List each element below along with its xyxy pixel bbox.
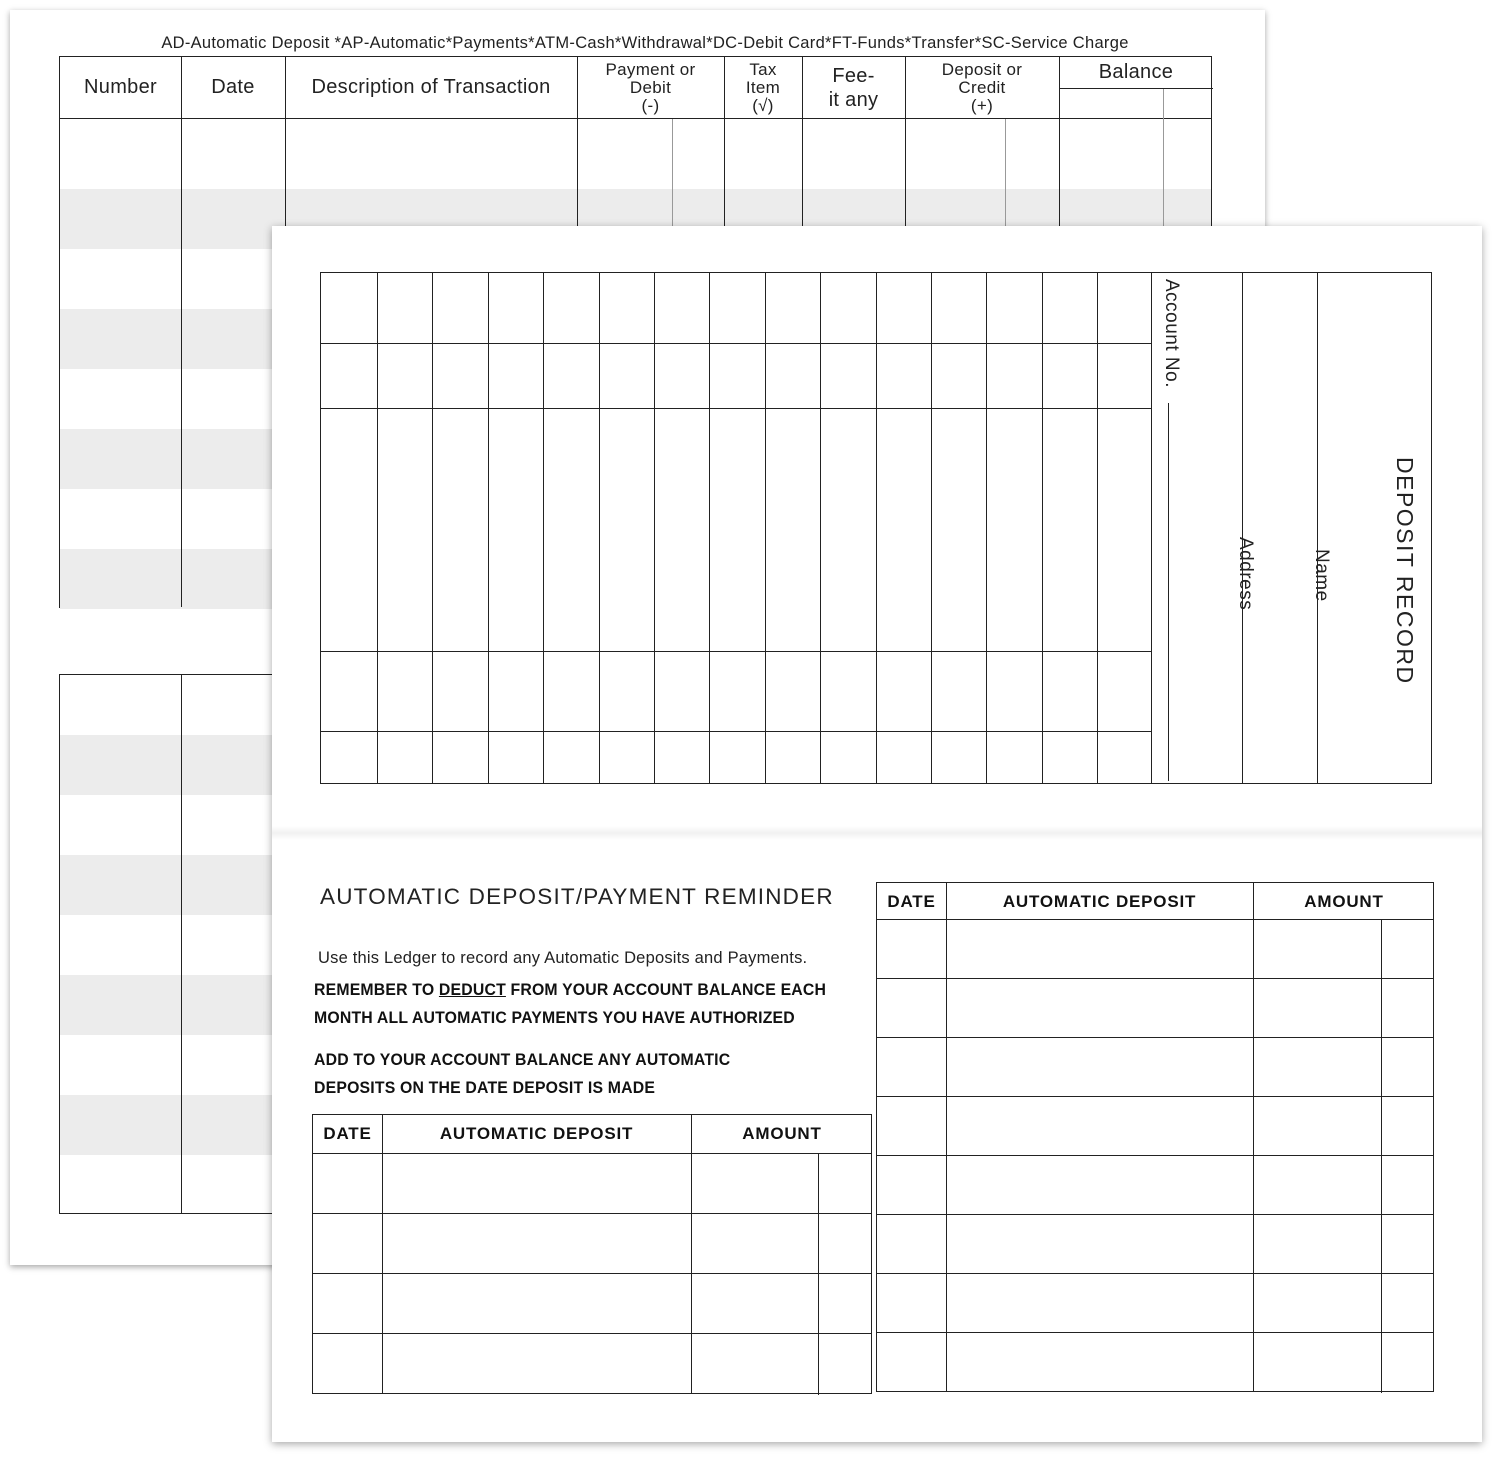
date-header: DATE <box>887 892 936 911</box>
table-row-line <box>313 1333 871 1334</box>
name-label: Name <box>1311 549 1332 602</box>
table-row-line <box>877 978 1433 979</box>
column-divider <box>181 675 182 1213</box>
grid-column-line <box>432 273 433 783</box>
account-number-line <box>1168 403 1169 781</box>
grid-row-line <box>321 731 1151 732</box>
grid-column-line <box>709 273 710 783</box>
grid-row-line <box>321 408 1151 409</box>
column-tax-item: Tax Item (√) <box>745 59 781 115</box>
table-row-line <box>877 1037 1433 1038</box>
table-row-line <box>313 1273 871 1274</box>
page-fold <box>272 826 1482 840</box>
grid-column-line <box>377 273 378 783</box>
cents-divider <box>818 1153 819 1395</box>
grid-column-line <box>765 273 766 783</box>
grid-column-line <box>543 273 544 783</box>
deposit-grid <box>320 272 1152 784</box>
automatic-deposit-header: AUTOMATIC DEPOSIT <box>1002 892 1197 911</box>
grid-row-line <box>321 343 1151 344</box>
column-divider <box>181 57 182 607</box>
address-label: Address <box>1235 537 1256 611</box>
cents-divider <box>1381 919 1382 1393</box>
column-description: Description of Transaction <box>311 76 551 98</box>
automatic-deposit-header: AUTOMATIC DEPOSIT <box>439 1124 634 1143</box>
deposit-record-title: DEPOSIT RECORD <box>1392 457 1418 685</box>
automatic-deposit-table-right <box>876 882 1434 1392</box>
reminder-intro: Use this Ledger to record any Automatic Deposits and Payments. <box>318 949 808 967</box>
date-header: DATE <box>323 1124 372 1143</box>
column-payment-debit: Payment or Debit (-) <box>605 59 696 115</box>
table-column-line <box>1253 883 1254 1391</box>
grid-column-line <box>876 273 877 783</box>
table-row-line <box>313 1153 871 1154</box>
amount-header: AMOUNT <box>1304 892 1384 911</box>
table-row-line <box>877 1273 1433 1274</box>
deduct-instruction: REMEMBER TO DEDUCT FROM YOUR ACCOUNT BALANCE EACH MONTH ALL AUTOMATIC PAYMENTS YOU HAVE AUTHORIZED <box>314 980 827 1027</box>
table-column-line <box>946 883 947 1391</box>
grid-column-line <box>931 273 932 783</box>
column-date: Date <box>211 76 255 98</box>
abbreviation-legend: AD-Automatic Deposit *AP-Automatic*Payments*ATM-Cash*Withdrawal*DC-Debit Card*FT-Funds*Transfer*SC-Service Charge <box>161 34 1129 52</box>
column-deposit-credit: Deposit or Credit (+) <box>941 59 1023 115</box>
grid-column-line <box>654 273 655 783</box>
automatic-deposit-table-left <box>312 1114 872 1394</box>
amount-header: AMOUNT <box>742 1124 822 1143</box>
deposit-record-header-panel <box>1152 272 1432 784</box>
column-fee: Fee- it any <box>828 64 879 111</box>
panel-divider <box>1242 273 1243 783</box>
table-row-line <box>877 919 1433 920</box>
column-number: Number <box>84 76 157 98</box>
panel-divider <box>1317 273 1318 783</box>
table-row-line <box>877 1214 1433 1215</box>
grid-column-line <box>599 273 600 783</box>
table-row-line <box>877 1155 1433 1156</box>
deposit-record-page <box>272 226 1482 1442</box>
grid-row-line <box>321 651 1151 652</box>
table-row-line <box>313 1213 871 1214</box>
grid-column-line <box>1042 273 1043 783</box>
grid-column-line <box>488 273 489 783</box>
table-row-line <box>877 1332 1433 1333</box>
reminder-title: AUTOMATIC DEPOSIT/PAYMENT REMINDER <box>320 884 834 909</box>
table-row-line <box>877 1096 1433 1097</box>
table-column-line <box>691 1115 692 1393</box>
table-column-line <box>382 1115 383 1393</box>
grid-column-line <box>986 273 987 783</box>
account-number-label: Account No. <box>1161 279 1182 388</box>
grid-column-line <box>1097 273 1098 783</box>
column-balance: Balance <box>1059 57 1213 89</box>
grid-column-line <box>820 273 821 783</box>
register-header <box>60 57 1211 119</box>
add-instruction: ADD TO YOUR ACCOUNT BALANCE ANY AUTOMATIC DEPOSITS ON THE DATE DEPOSIT IS MADE <box>314 1050 731 1097</box>
